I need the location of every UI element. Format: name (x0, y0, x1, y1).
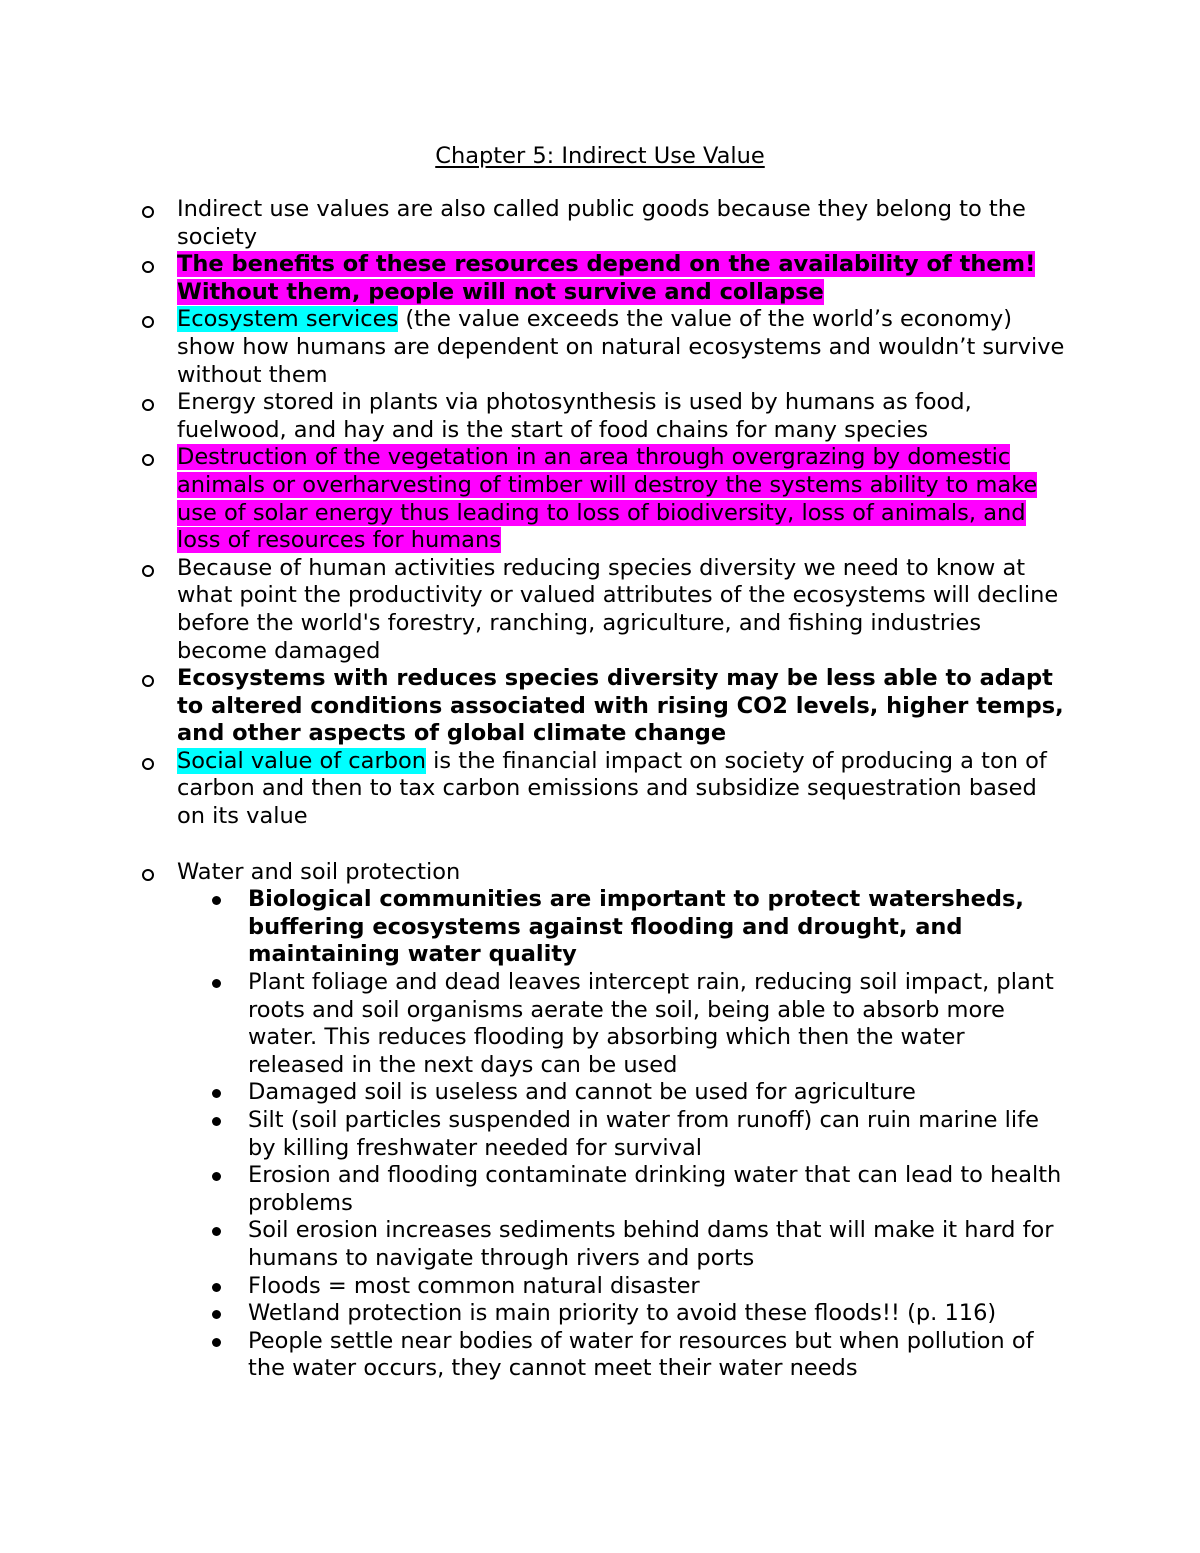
disc-bullet-icon (212, 1310, 221, 1319)
disc-bullet-icon (212, 1283, 221, 1292)
circle-bullet-icon (142, 758, 154, 770)
highlighted-text: The benefits of these resources depend on the availability of them! Without them, people will not survive and collapse (177, 251, 1036, 305)
disc-bullet-icon (212, 896, 221, 905)
list-item (0, 444, 1067, 554)
circle-bullet-icon (142, 399, 154, 411)
item-text: is the financial impact on society of producing a ton of carbon and then to tax carbon emissions and subsidize sequestration based on its value (177, 747, 1047, 830)
list-item (0, 389, 1067, 444)
item-text: (the value exceeds the value of the world’s economy) show how humans are dependent on natural ecosystems and wouldn’t survive without them (177, 306, 1065, 388)
disc-bullet-icon (212, 1172, 221, 1181)
list-item (0, 555, 1067, 665)
sub-list-item (0, 1273, 1068, 1301)
sub-list-item (0, 1328, 1068, 1383)
circle-bullet-icon (142, 675, 154, 687)
sub-list-item (0, 1079, 1068, 1107)
sub-list-item (0, 1107, 1068, 1162)
sub-item-text: People settle near bodies of water for resources but when pollution of the water occurs, they cannot meet their water needs (248, 1327, 1034, 1382)
disc-bullet-icon (212, 1089, 221, 1098)
sub-list-item (0, 969, 1068, 1079)
disc-bullet-icon (212, 1338, 221, 1347)
disc-bullet-icon (212, 979, 221, 988)
list-item (0, 306, 1067, 389)
list-item (0, 859, 1067, 887)
item-text: Water and soil protection (177, 858, 461, 885)
list-item (0, 665, 1067, 748)
sub-item-text: Floods = most common natural disaster (248, 1272, 700, 1299)
item-text: Energy stored in plants via photosynthesis is used by humans as food, fuelwood, and hay and is the start of food chains for many species (177, 389, 972, 443)
item-text: Indirect use values are also called public goods because they belong to the society (177, 196, 1026, 250)
sub-list-item (0, 1217, 1068, 1272)
circle-bullet-icon (142, 261, 154, 273)
sub-list-item (0, 1162, 1068, 1217)
circle-bullet-icon (142, 316, 154, 328)
sub-item-text: Damaged soil is useless and cannot be used for agriculture (248, 1079, 916, 1106)
sub-list-item (0, 886, 1068, 969)
disc-bullet-icon (212, 1117, 221, 1126)
item-text: Because of human activities reducing species diversity we need to know at what point the productivity or valued attributes of the ecosystems will decline before the world's forestry, ranching, agriculture, and fishing industries become damaged (177, 554, 1059, 664)
sub-item-text: Plant foliage and dead leaves intercept rain, reducing soil impact, plant roots and soil organisms aerate the soil, being able to absorb more water. This reduces flooding by absorbing which then the water released in the next days can be used (248, 969, 1054, 1078)
sub-item-text: Wetland protection is main priority to avoid these floods!! (p. 116) (248, 1300, 997, 1327)
circle-bullet-icon (142, 454, 154, 466)
blank-line (0, 831, 1200, 859)
highlighted-term: Social value of carbon (177, 747, 427, 774)
main-bullet-list (0, 196, 1200, 1383)
disc-bullet-icon (212, 1227, 221, 1236)
highlighted-text: Destruction of the vegetation in an area through overgrazing by domestic animals or overharvesting of timber will destroy the systems ability to make use of solar energy thus leading to loss of biodiversity, loss of animals, and loss of resources for humans (177, 444, 1038, 554)
sub-item-text: Soil erosion increases sediments behind dams that will make it hard for humans to navigate through rivers and ports (248, 1217, 1054, 1271)
list-item (0, 251, 1067, 306)
list-item (0, 748, 1067, 831)
item-text: Ecosystems with reduces species diversity may be less able to adapt to altered conditions associated with rising CO2 levels, higher temps, and other aspects of global climate change (177, 665, 1064, 747)
list-item (0, 196, 1067, 251)
highlighted-term: Ecosystem services (177, 306, 399, 333)
circle-bullet-icon (142, 206, 154, 218)
page-title: Chapter 5: Indirect Use Value (435, 143, 765, 169)
circle-bullet-icon (142, 869, 154, 881)
sub-item-text: Erosion and flooding contaminate drinking water that can lead to health problems (248, 1162, 1062, 1216)
sub-item-text: Biological communities are important to protect watersheds, buffering ecosystems against flooding and drought, and maintaining water quality (248, 886, 1024, 968)
sub-item-text: Silt (soil particles suspended in water from runoff) can ruin marine life by killing freshwater needed for survival (248, 1107, 1039, 1161)
circle-bullet-icon (142, 565, 154, 577)
sub-list-item (0, 1300, 1068, 1328)
